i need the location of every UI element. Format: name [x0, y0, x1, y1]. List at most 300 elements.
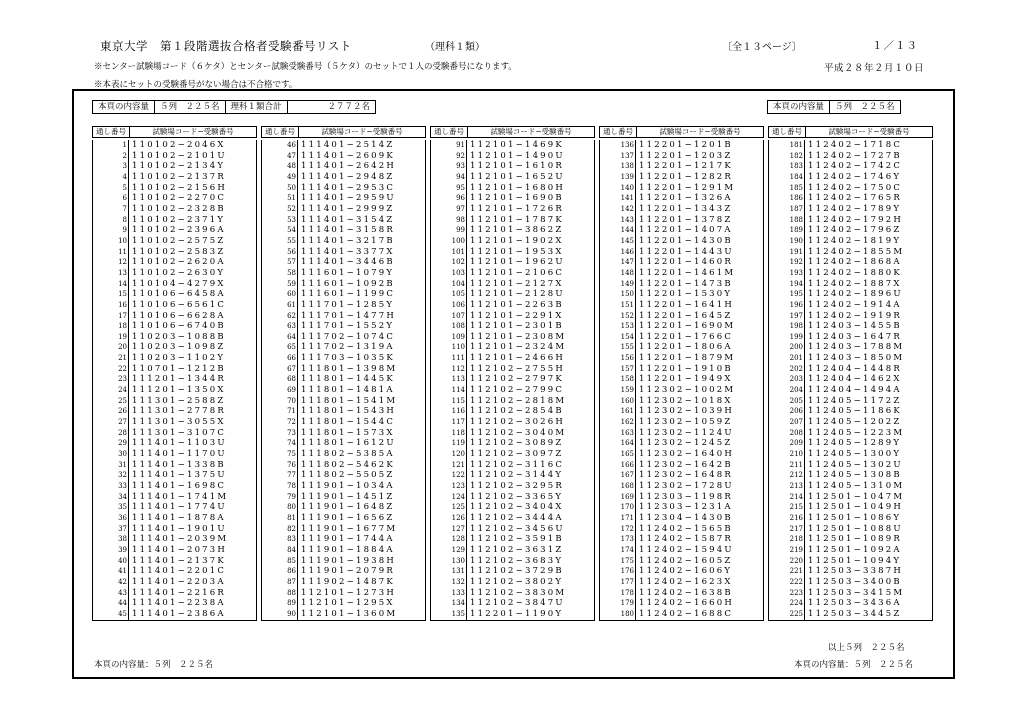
serial-number: 188 — [789, 215, 803, 224]
table-row — [93, 417, 256, 428]
table-row — [262, 588, 425, 599]
serial-number: 69 — [287, 386, 296, 395]
serial-number: 20 — [118, 343, 127, 352]
table-row — [769, 257, 932, 268]
serial-number: 38 — [118, 535, 127, 544]
serial-number: 122 — [451, 471, 465, 480]
table-row — [93, 289, 256, 300]
exam-number: 112402−1914A — [808, 299, 902, 310]
table-row — [769, 534, 932, 545]
table-row — [769, 374, 932, 385]
table-row — [262, 460, 425, 471]
table-row — [600, 215, 763, 226]
serial-number: 30 — [118, 450, 127, 459]
serial-number: 166 — [620, 460, 634, 469]
table-row — [769, 193, 932, 204]
total-note: 以上５列 ２２５名 — [828, 643, 905, 653]
serial-number: 115 — [451, 396, 465, 405]
serial-number: 36 — [118, 513, 127, 522]
exam-number: 112101−1962U — [470, 257, 565, 268]
table-row — [262, 534, 425, 545]
serial-number: 203 — [789, 375, 803, 384]
table-row — [769, 332, 932, 343]
serial-number: 128 — [451, 535, 465, 544]
table-row — [262, 225, 425, 236]
exam-number: 110106−6740B — [132, 321, 226, 332]
exam-number: 111401−2216R — [132, 587, 227, 598]
exam-number: 112102−2755H — [470, 363, 566, 374]
table-row — [769, 247, 932, 258]
exam-number: 110102−2046X — [132, 140, 226, 150]
table-row — [431, 588, 594, 599]
serial-number: 160 — [620, 396, 634, 405]
serial-number: 109 — [451, 332, 465, 341]
serial-number: 124 — [451, 492, 465, 501]
table-row — [600, 385, 763, 396]
table-row — [769, 140, 932, 151]
serial-number: 172 — [620, 524, 634, 533]
serial-number: 90 — [287, 609, 296, 618]
serial-number: 111 — [451, 354, 465, 363]
header-exam-code: 試験場コード−受験番号 — [659, 127, 741, 136]
header-serial-number: 通し番号 — [93, 127, 130, 137]
exam-number: 111401−2514Z — [301, 140, 395, 150]
exam-number: 112503−3415M — [808, 587, 905, 598]
table-row — [600, 374, 763, 385]
table-row — [600, 438, 763, 449]
serial-number: 62 — [287, 311, 296, 320]
table-row — [769, 300, 932, 311]
serial-number: 132 — [451, 577, 465, 586]
exam-number: 112501−1049H — [808, 502, 904, 513]
serial-number: 168 — [620, 482, 634, 490]
table-row — [769, 215, 932, 226]
table-row — [769, 502, 932, 513]
exam-number: 112402−1606Y — [639, 566, 733, 577]
exam-number: 112201−1326A — [639, 193, 733, 204]
table-row — [431, 460, 594, 471]
serial-number: 175 — [620, 556, 634, 565]
serial-number: 167 — [620, 471, 634, 480]
exam-number: 112405−1172Z — [808, 395, 902, 406]
table-row — [93, 247, 256, 258]
table-row — [93, 609, 256, 620]
exam-number: 112101−2263B — [470, 299, 564, 310]
exam-number: 110106−6561C — [132, 299, 227, 310]
table-row — [262, 215, 425, 226]
serial-number: 68 — [287, 375, 296, 384]
table-row — [262, 257, 425, 268]
table-row — [600, 364, 763, 375]
serial-number: 196 — [789, 300, 803, 309]
table-row — [262, 577, 425, 588]
exam-number: 112402−1750C — [808, 182, 903, 193]
exam-number: 111901−1648Z — [301, 502, 395, 513]
exam-number: 111401−3158R — [301, 225, 396, 236]
exam-number: 111401−1878A — [132, 512, 226, 523]
serial-number: 199 — [789, 332, 803, 341]
serial-number: 86 — [287, 567, 296, 576]
exam-number: 112102−3026H — [470, 417, 566, 428]
table-row — [431, 396, 594, 407]
table-row — [93, 300, 256, 311]
serial-number: 217 — [789, 524, 803, 533]
table-row — [262, 449, 425, 460]
exam-number: 112101−1610R — [470, 161, 565, 172]
serial-number: 65 — [287, 343, 296, 352]
serial-number: 61 — [287, 300, 296, 309]
serial-number: 173 — [620, 535, 634, 544]
table-row — [93, 342, 256, 353]
exam-number: 112201−1690M — [639, 321, 736, 332]
serial-number: 112 — [451, 364, 465, 373]
table-row — [93, 396, 256, 407]
serial-number: 74 — [287, 439, 296, 448]
serial-number: 91 — [456, 141, 465, 149]
exam-number: 111601−1199C — [301, 289, 396, 300]
table-row — [600, 257, 763, 268]
serial-number: 147 — [620, 258, 634, 267]
column-group — [768, 126, 933, 621]
table-row — [600, 481, 763, 492]
exam-number: 110102−2371Y — [132, 214, 226, 225]
serial-number: 121 — [451, 460, 465, 469]
serial-number: 185 — [789, 183, 803, 192]
serial-number: 79 — [287, 492, 296, 501]
table-row — [431, 268, 594, 279]
serial-number: 12 — [118, 258, 127, 267]
exam-number: 111401−2201C — [132, 566, 227, 577]
exam-number: 112102−3847U — [470, 598, 565, 609]
column-body — [261, 140, 426, 621]
table-row — [600, 332, 763, 343]
table-row — [431, 406, 594, 417]
serial-number: 51 — [287, 194, 296, 203]
serial-number: 54 — [287, 226, 296, 235]
serial-number: 178 — [620, 588, 634, 597]
exam-number: 112403−1788M — [808, 342, 905, 353]
serial-number: 189 — [789, 226, 803, 235]
table-row — [262, 321, 425, 332]
table-row — [431, 556, 594, 567]
table-row — [769, 279, 932, 290]
exam-number: 112302−1002M — [639, 385, 736, 396]
table-row — [769, 406, 932, 417]
exam-number: 112102−3683Y — [470, 555, 564, 566]
exam-number: 112405−1289Y — [808, 438, 902, 449]
exam-number: 112402−1594U — [639, 544, 734, 555]
exam-number: 112402−1688C — [639, 608, 734, 619]
table-row — [431, 481, 594, 492]
serial-number: 33 — [118, 482, 127, 490]
serial-number: 14 — [118, 279, 127, 288]
table-row — [600, 566, 763, 577]
table-row — [431, 204, 594, 215]
note-combination: ※センター試験場コード（６ケタ）とセンター試験受験番号（５ケタ）のセットで１人の受験番号になります。 — [94, 62, 517, 72]
serial-number: 10 — [118, 236, 127, 245]
serial-number: 98 — [456, 215, 465, 224]
table-row — [431, 342, 594, 353]
serial-number: 39 — [118, 545, 127, 554]
serial-number: 23 — [118, 375, 127, 384]
serial-number: 35 — [118, 503, 127, 512]
table-row — [600, 492, 763, 503]
table-row — [769, 385, 932, 396]
table-row — [769, 449, 932, 460]
exam-number: 112501−1092A — [808, 544, 902, 555]
serial-number: 127 — [451, 524, 465, 533]
exam-number: 112102−3444A — [470, 512, 564, 523]
table-row — [600, 449, 763, 460]
exam-number: 112101−2291X — [470, 310, 564, 321]
table-row — [600, 236, 763, 247]
serial-number: 48 — [287, 162, 296, 171]
exam-number: 111801−1543H — [301, 406, 397, 417]
table-row — [93, 364, 256, 375]
serial-number: 77 — [287, 471, 296, 480]
serial-number: 171 — [620, 513, 634, 522]
serial-number: 45 — [118, 609, 127, 618]
serial-number: 169 — [620, 492, 634, 501]
exam-number: 112402−1868A — [808, 257, 902, 268]
exam-number: 112201−1203Z — [639, 150, 733, 161]
total-value: ２７７２名 — [327, 102, 371, 112]
table-row — [431, 545, 594, 556]
exam-number: 111401−2203A — [132, 576, 226, 587]
exam-number: 112201−1530Y — [639, 289, 733, 300]
table-row — [431, 247, 594, 258]
table-row — [600, 513, 763, 524]
serial-number: 24 — [118, 386, 127, 395]
exam-number: 110102−2620A — [132, 257, 226, 268]
exam-number: 111301−2588Z — [132, 395, 226, 406]
table-row — [769, 396, 932, 407]
serial-number: 192 — [789, 258, 803, 267]
serial-number: 155 — [620, 343, 634, 352]
table-row — [431, 193, 594, 204]
table-row — [600, 225, 763, 236]
content-value: ５列 ２２５名 — [835, 102, 895, 112]
table-row — [431, 566, 594, 577]
exam-number: 112304−1430B — [639, 512, 733, 523]
exam-number: 111401−1375U — [132, 470, 227, 481]
table-row — [93, 140, 256, 151]
serial-number: 76 — [287, 460, 296, 469]
exam-number: 112405−1186K — [808, 406, 902, 417]
table-row — [431, 513, 594, 524]
footer-left: 本頁の内容量：５列 ２２５名 — [94, 660, 214, 670]
exam-number: 111802−5385A — [301, 449, 395, 460]
table-row — [93, 225, 256, 236]
exam-number: 111401−2959U — [301, 193, 396, 204]
table-row — [431, 598, 594, 609]
exam-number: 112404−1448R — [808, 363, 903, 374]
serial-number: 57 — [287, 258, 296, 267]
exam-number: 112405−1223M — [808, 427, 905, 438]
serial-number: 78 — [287, 482, 296, 490]
serial-number: 63 — [287, 322, 296, 331]
exam-number: 111901−2079R — [301, 566, 396, 577]
serial-number: 201 — [789, 354, 803, 363]
exam-number: 110106−6628A — [132, 310, 226, 321]
table-row — [431, 470, 594, 481]
table-row — [431, 524, 594, 535]
serial-number: 154 — [620, 332, 634, 341]
serial-number: 55 — [287, 236, 296, 245]
column-header — [768, 126, 933, 138]
serial-number: 84 — [287, 545, 296, 554]
serial-number: 94 — [456, 172, 465, 181]
table-row — [262, 481, 425, 492]
serial-number: 212 — [789, 471, 803, 480]
table-row — [93, 236, 256, 247]
table-row — [600, 417, 763, 428]
table-row — [262, 417, 425, 428]
serial-number: 140 — [620, 183, 634, 192]
exam-number: 111801−1398M — [301, 363, 398, 374]
content-label: 本頁の内容量 — [768, 101, 830, 113]
exam-number: 111701−1552Y — [301, 321, 395, 332]
exam-number: 112405−1300Y — [808, 449, 902, 460]
table-row — [262, 385, 425, 396]
exam-number: 112101−1652U — [470, 171, 565, 182]
serial-number: 204 — [789, 386, 803, 395]
serial-number: 179 — [620, 599, 634, 608]
exam-number: 112101−2128U — [470, 289, 565, 300]
exam-number: 112102−3097Z — [470, 449, 564, 460]
table-row — [600, 204, 763, 215]
exam-number: 112302−1640H — [639, 449, 735, 460]
table-row — [600, 406, 763, 417]
table-row — [262, 428, 425, 439]
content-label: 本頁の内容量 — [93, 101, 155, 113]
table-row — [600, 183, 763, 194]
table-row — [431, 449, 594, 460]
serial-number: 209 — [789, 439, 803, 448]
exam-number: 111601−1079Y — [301, 267, 395, 278]
exam-number: 111801−1573X — [301, 427, 395, 438]
exam-number: 111401−3154Z — [301, 214, 395, 225]
column-body — [92, 140, 257, 621]
table-row — [769, 364, 932, 375]
table-row — [600, 321, 763, 332]
serial-number: 216 — [789, 513, 803, 522]
table-row — [431, 151, 594, 162]
table-row — [93, 268, 256, 279]
table-row — [600, 279, 763, 290]
serial-number: 71 — [287, 407, 296, 416]
table-row — [431, 609, 594, 620]
exam-number: 112501−1089R — [808, 534, 903, 545]
table-row — [600, 556, 763, 567]
table-row — [93, 545, 256, 556]
table-row — [600, 545, 763, 556]
table-row — [600, 300, 763, 311]
serial-number: 120 — [451, 450, 465, 459]
serial-number: 99 — [456, 226, 465, 235]
exam-number: 111702−1074C — [301, 331, 396, 342]
table-row — [93, 556, 256, 567]
table-row — [93, 204, 256, 215]
column-header — [599, 126, 764, 138]
exam-number: 112201−1806A — [639, 342, 733, 353]
column-group — [92, 126, 257, 621]
serial-number: 96 — [456, 194, 465, 203]
table-row — [93, 172, 256, 183]
table-row — [431, 311, 594, 322]
exam-number: 110102−2137R — [132, 171, 227, 182]
serial-number: 177 — [620, 577, 634, 586]
table-row — [769, 151, 932, 162]
table-row — [431, 279, 594, 290]
serial-number: 5 — [122, 183, 127, 192]
exam-number: 112201−1430B — [639, 235, 733, 246]
table-row — [93, 513, 256, 524]
exam-number: 112402−1819Y — [808, 235, 902, 246]
table-row — [262, 545, 425, 556]
table-row — [262, 353, 425, 364]
serial-number: 164 — [620, 439, 634, 448]
serial-number: 210 — [789, 450, 803, 459]
table-row — [769, 556, 932, 567]
exam-number: 112503−3400B — [808, 576, 902, 587]
serial-number: 143 — [620, 215, 634, 224]
serial-number: 4 — [122, 172, 127, 181]
exam-number: 112402−1887X — [808, 278, 902, 289]
serial-number: 106 — [451, 300, 465, 309]
serial-number: 193 — [789, 268, 803, 277]
serial-number: 184 — [789, 172, 803, 181]
serial-number: 141 — [620, 194, 634, 203]
note-failure: ※本表にセットの受験番号がない場合は不合格です。 — [94, 80, 298, 90]
serial-number: 59 — [287, 279, 296, 288]
exam-number: 112102−2854B — [470, 406, 564, 417]
exam-number: 112101−1787K — [470, 214, 564, 225]
serial-number: 157 — [620, 364, 634, 373]
table-row — [769, 311, 932, 322]
header-serial-number: 通し番号 — [431, 127, 468, 137]
serial-number: 46 — [287, 141, 296, 149]
table-row — [431, 321, 594, 332]
serial-number: 134 — [451, 599, 465, 608]
exam-number: 112102−3802Y — [470, 576, 564, 587]
serial-number: 26 — [118, 407, 127, 416]
table-row — [262, 172, 425, 183]
table-row — [600, 534, 763, 545]
serial-number: 144 — [620, 226, 634, 235]
exam-number: 112201−1460R — [639, 257, 734, 268]
table-row — [769, 321, 932, 332]
table-row — [769, 268, 932, 279]
serial-number: 136 — [620, 141, 634, 149]
table-row — [262, 183, 425, 194]
table-row — [262, 204, 425, 215]
exam-number: 112101−1953X — [470, 246, 564, 257]
serial-number: 102 — [451, 258, 465, 267]
serial-number: 50 — [287, 183, 296, 192]
exam-number: 112101−1726R — [470, 203, 565, 214]
table-row — [93, 215, 256, 226]
column-header — [92, 126, 257, 138]
serial-number: 161 — [620, 407, 634, 416]
table-row — [769, 609, 932, 620]
serial-number: 215 — [789, 503, 803, 512]
exam-number: 112101−2106C — [470, 267, 565, 278]
table-row — [431, 438, 594, 449]
table-row — [600, 140, 763, 151]
exam-number: 111601−1092B — [301, 278, 395, 289]
table-row — [93, 460, 256, 471]
